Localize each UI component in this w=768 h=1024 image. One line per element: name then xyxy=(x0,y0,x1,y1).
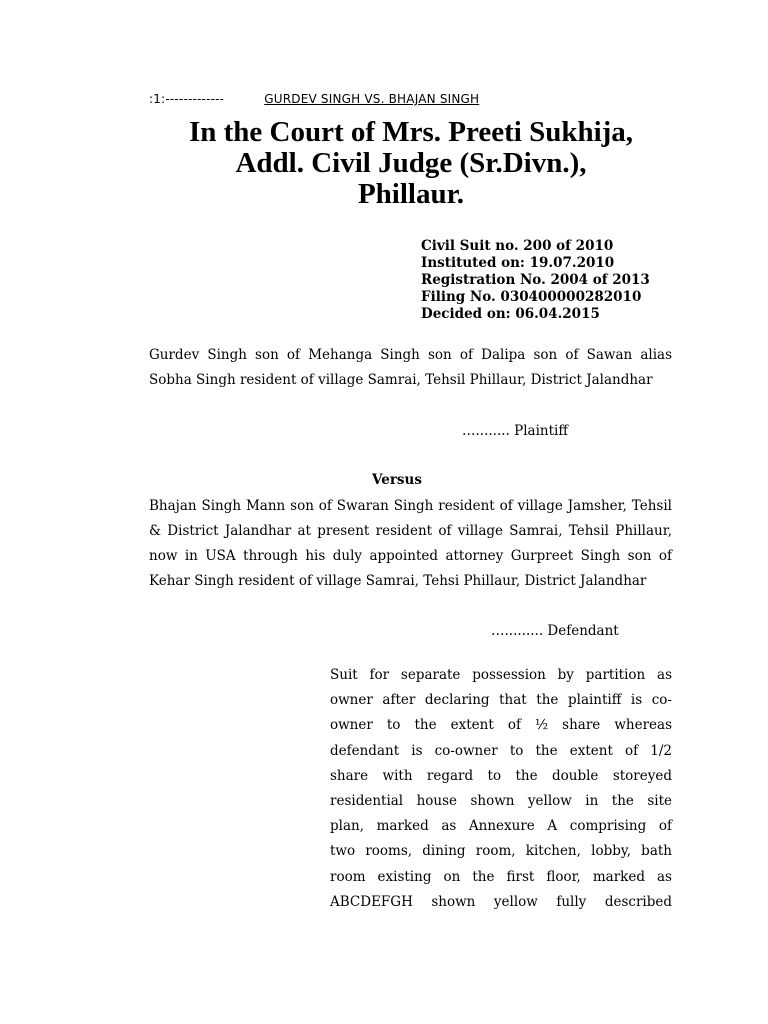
running-header xyxy=(149,92,479,106)
versus-heading: Versus xyxy=(372,472,422,488)
case-info-block xyxy=(421,238,650,323)
court-title-line-1: In the Court of Mrs. Preeti Sukhija, xyxy=(188,116,634,148)
filing-number: Filing No. 030400000282010 xyxy=(421,289,642,305)
plaintiff-description: Gurdev Singh son of Mehanga Singh son of Dalipa son of Sawan alias Sobha Singh resident of village Samrai, Tehsil Phillaur, District Jalandhar xyxy=(149,347,672,388)
suit-line: owner to the extent of ½ share whereas xyxy=(330,717,672,734)
suit-line: room existing on the first floor, marked as xyxy=(330,868,672,885)
instituted-date: Instituted on: 19.07.2010 xyxy=(421,255,615,271)
court-title xyxy=(146,117,676,210)
defendant-label: …......... Defendant xyxy=(491,623,619,639)
page-marker: :1:------------- xyxy=(149,92,225,106)
suit-line: ABCDEFGH shown yellow fully described xyxy=(330,893,672,910)
defendant-description: Bhajan Singh Mann son of Swaran Singh resident of village Jamsher, Tehsil & District Jalandhar at present resident of village Samrai, Tehsil Phillaur, now in USA through his duly appointed attorney Gurpreet Singh son of Kehar Singh resident of village Samrai, Tehsi Phillaur, District Jalandhar xyxy=(149,498,672,589)
suit-line: Suit for separate possession by partition as xyxy=(330,667,672,683)
suit-line: residential house shown yellow in the site xyxy=(330,793,672,810)
suit-description xyxy=(330,663,672,915)
civil-suit-number: Civil Suit no. 200 of 2010 xyxy=(421,238,614,254)
court-title-line-3: Phillaur. xyxy=(357,178,465,210)
suit-line: owner after declaring that the plaintiff is co- xyxy=(330,692,672,709)
suit-line: share with regard to the double storeyed xyxy=(330,767,672,784)
decided-date: Decided on: 06.04.2015 xyxy=(421,306,600,322)
case-title-header: GURDEV SINGH VS. BHAJAN SINGH xyxy=(264,92,480,106)
registration-number: Registration No. 2004 of 2013 xyxy=(421,272,650,288)
plaintiff-label: …........ Plaintiff xyxy=(462,423,568,439)
court-title-line-2: Addl. Civil Judge (Sr.Divn.), xyxy=(235,147,587,179)
suit-line: defendant is co-owner to the extent of 1/2 xyxy=(330,742,672,759)
suit-line: two rooms, dining room, kitchen, lobby, bath xyxy=(330,843,672,860)
suit-line: plan, marked as Annexure A comprising of xyxy=(330,818,672,835)
